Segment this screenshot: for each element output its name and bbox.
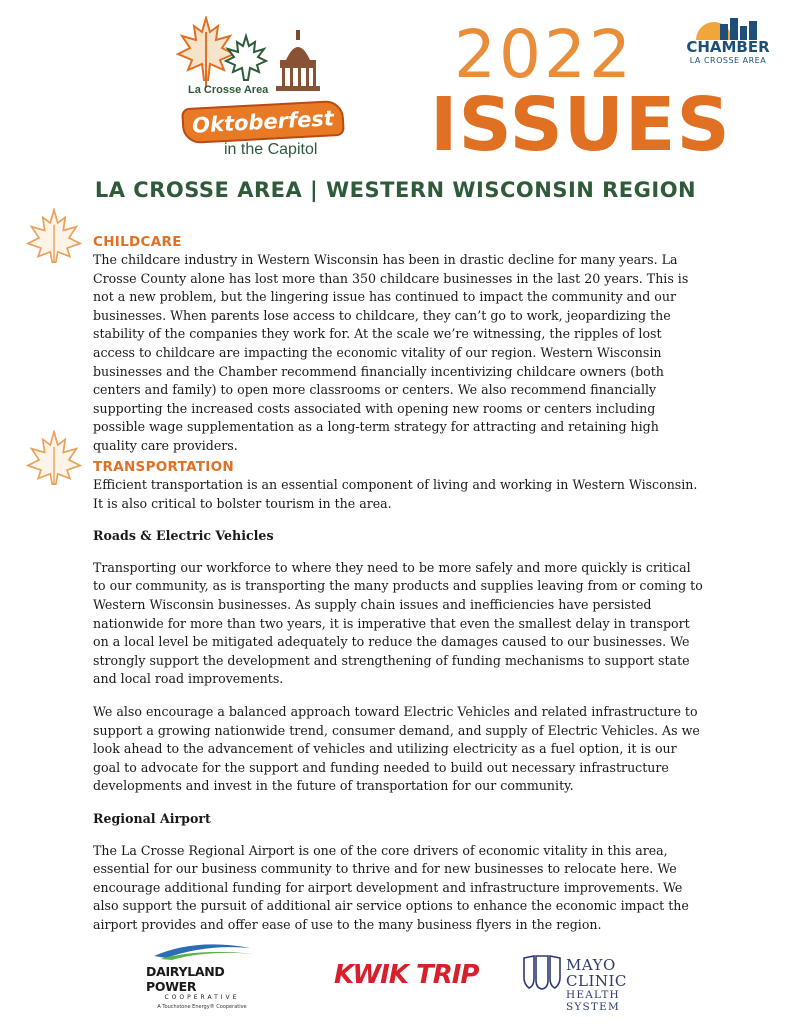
maple-leaf-icon: [26, 208, 82, 264]
event-wordmark: Oktoberfest: [181, 100, 345, 144]
dairyland-tagline: A Touchstone Energy® Cooperative: [157, 1004, 247, 1010]
event-area-label: La Crosse Area: [188, 84, 269, 96]
transportation-intro: Efficient transportation is an essential component of living and working in Western Wisconsin. It is also critical to bolster tourism in the area.: [93, 477, 698, 511]
roads-heading: Roads & Electric Vehicles: [93, 528, 274, 544]
childcare-heading: CHILDCARE: [93, 234, 182, 250]
event-subtitle: in the Capitol: [224, 141, 318, 158]
dairyland-name: DAIRYLAND POWER: [146, 964, 225, 994]
dairyland-sub: COOPERATIVE: [164, 994, 240, 1001]
airport-heading: Regional Airport: [93, 810, 211, 826]
mayo-shield-icon: [522, 954, 562, 990]
maple-leaf-icon: [178, 18, 234, 88]
page-year: 2022: [454, 16, 634, 93]
roads-paragraph-1: Transporting our workforce to where they need to be more safely and more quickly is critical to our community, as is transporting the many products and supplies leaving from or coming to Western Wisconsin businesses. As supply chain issues and inefficiencies have persisted nationwide for more than two years, it is imperative that even the smallest delay in transport on a local level be mitigated adequately to reduce the damages caused to our businesses. We strongly support the development and strengthening of funding mechanisms to support state and local road improvements.: [93, 559, 703, 687]
chamber-name: CHAMBER: [686, 38, 770, 56]
kwiktrip-logo: KWIK TRIP: [334, 960, 479, 990]
transportation-heading: TRANSPORTATION: [93, 459, 234, 475]
maple-leaf-icon: [226, 36, 266, 80]
roads-paragraph-2: We also encourage a balanced approach toward Electric Vehicles and related infrastructure to support a growing nationwide trend, consumer demand, and supply of Electric Vehicles. As we look ahead to the advancement of vehicles and utilizing electricity as a fuel option, it is our goal to advocate for the support and funding needed to build out necessary infrastructure developments and invest in the future of transportation for our community.: [93, 703, 700, 794]
dairyland-logo: [146, 940, 258, 1010]
capitol-dome-icon: [276, 30, 320, 91]
transportation-section: [93, 458, 703, 948]
oktoberfest-logo: [168, 16, 348, 166]
childcare-body: The childcare industry in Western Wisconsin has been in drastic decline for many years. La Crosse County alone has lost more than 350 childcare businesses in the last 20 years. This is not a new problem, but the lingering issue has continued to impact the community and our businesses. When parents lose access to childcare, they can’t go to work, jeopardizing the stability of the companies they work for. At the scale we’re witnessing, the ripples of lost access to childcare are impacting the economic vitality of our region. Western Wisconsin businesses and the Chamber recommend financially incentivizing childcare owners (both centers and family) to open more classrooms or centers. We also recommend financially supporting the increased costs associated with opening new rooms or centers including possible wage supplementation as a long-term strategy for attracting and retaining high quality care providers.: [93, 252, 689, 453]
childcare-section: [93, 233, 703, 470]
mayo-name: MAYO CLINIC: [566, 956, 627, 990]
airport-paragraph: The La Crosse Regional Airport is one of the core drivers of economic vitality in this area, essential for our business community to thrive and for new businesses to relocate here. We encourage additional funding for airport development and infrastructure improvements. We also support the pursuit of additional air service options to enhance the economic impact the airport provides and offer ease of use to the many business flyers in the region.: [93, 842, 689, 932]
maple-leaf-icon: [26, 430, 82, 486]
chamber-logo: [682, 16, 774, 68]
mayo-logo: [522, 954, 672, 1013]
chamber-sub: LA CROSSE AREA: [689, 56, 767, 65]
page-title: ISSUES: [430, 82, 731, 168]
mayo-sub: HEALTH SYSTEM: [566, 989, 620, 1013]
region-heading: LA CROSSE AREA | WESTERN WISCONSIN REGION: [94, 178, 697, 202]
dairyland-swoosh-icon: [146, 940, 258, 960]
skyline-icon: [682, 16, 774, 40]
